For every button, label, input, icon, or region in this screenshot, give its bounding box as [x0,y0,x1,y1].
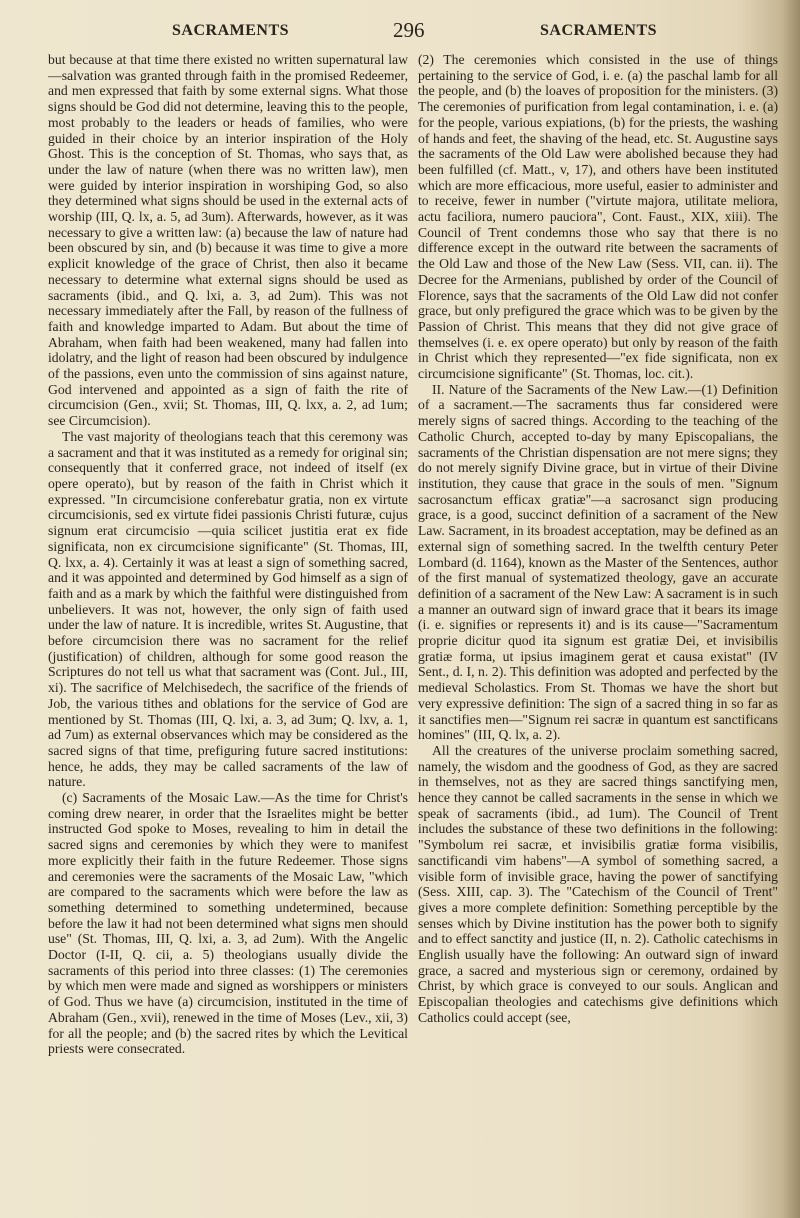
page-number: 296 [393,18,425,42]
paragraph: (c) Sacraments of the Mosaic Law.—As the time for Christ's coming drew nearer, in order that the Israelites might be better instructed God spoke to Moses, revealing to him in detail the sacred signs and ceremonies by which they were to manifest more explicitly their faith in the future Redeemer. Those signs and ceremonies were the sacraments of the Mosaic Law, "which are compared to the sacraments which were before the law as something determined to something undetermined, because before the law it had not been determined what signs men should use" (St. Thomas, III, Q. lxi, a. 3, ad 2um). With the Angelic Doctor (I-II, Q. cii, a. 5) theologians usually divide the sacraments of this period into three classes: (1) The ceremonies by which men were made and signed as worshippers or ministers of God. Thus we have (a) circumcision, instituted in the time of Abraham (Gen., xvii), renewed in the time of Moses (Lev., xii, 3) for all the people; and (b) the sacred rites by which the Levitical priests were consecrated. [48,790,408,1057]
running-header [48,18,768,46]
left-column [48,52,408,1202]
header-title-left: SACRAMENTS [172,22,290,39]
page-binding-edge [782,0,800,1218]
paragraph: but because at that time there existed no written supernatural law—salvation was granted through faith in the promised Redeemer, and men expressed that faith by some external signs. What those signs should be God did not determine, leaving this to the people, most probably to the leaders or heads of families, who were guided in their choice by an interior inspiration of the Holy Ghost. This is the conception of St. Thomas, who says that, as under the law of nature (when there was no written law), men were guided by interior inspiration in worshiping God, so also they determined what signs should be used in the external acts of worship (III, Q. lx, a. 5, ad 3um). Afterwards, however, as it was necessary to give a written law: (a) because the law of nature had been obscured by sin, and (b) because it was time to give a more explicit knowledge of the grace of Christ, then also it became necessary to determine what external signs should be used as sacraments (ibid., and Q. lxi, a. 3, ad 2um). This was not necessary immediately after the Fall, by reason of the fullness of faith and knowledge imparted to Adam. But about the time of Abraham, when faith had been weakened, many had fallen into idolatry, and the light of reason had been obscured by indulgence of the passions, even unto the commission of sins against nature, God intervened and appointed as a sign of faith the rite of circumcision (Gen., xvii; St. Thomas, III, Q. lxx, a. 2, ad 1um; see Circumcision). [48,52,408,429]
header-title-right: SACRAMENTS [540,22,658,39]
paragraph: All the creatures of the universe proclaim something sacred, namely, the wisdom and the goodness of God, as they are sacred in themselves, not as they are sacred things sanctifying men, hence they cannot be called sacraments in the sense in which we speak of sacraments (ibid., ad 1um). The Council of Trent includes the substance of these two definitions in the following: "Symbolum rei sacræ, et invisibilis gratiæ forma visibilis, sanctificandi vim habens"—A symbol of something sacred, a visible form of invisible grace, having the power of sanctifying (Sess. XIII, cap. 3). The "Catechism of the Council of Trent" gives a more complete definition: Something perceptible by the senses which by Divine institution has the power both to signify and to effect sanctity and justice (II, n. 2). Catholic catechisms in English usually have the following: An outward sign of inward grace, a sacred and mysterious sign or ceremony, ordained by Christ, by which grace is conveyed to our souls. Anglican and Episcopalian theologies and catechisms give definitions which Catholics could accept (see, [418,742,778,1025]
right-column [418,52,778,1202]
paragraph: The vast majority of theologians teach that this ceremony was a sacrament and that it was instituted as a remedy for original sin; consequently that it conferred grace, not indeed of itself (ex opere operato), but by reason of the faith in Christ which it expressed. "In circumcisione conferebatur gratia, non ex virtute circumcisionis, sed ex virtute fidei passionis Christi futuræ, cujus signum erat circumcisio —quia scilicet justitia erat ex fide significata, non ex circumcisione significante" (St. Thomas, III, Q. lxx, a. 4). Certainly it was at least a sign of something sacred, and it was appointed and determined by God himself as a sign of faith and as a mark by which the faithful were distinguished from unbelievers. It was not, however, the only sign of faith used under the law of nature. It is incredible, writes St. Augustine, that before circumcision there was no sacrament for the relief (justification) of children, although for some good reason the Scriptures do not tell us what that sacrament was (Cont. Jul., III, xi). The sacrifice of Melchisedech, the sacrifice of the friends of Job, the various tithes and oblations for the service of God are mentioned by St. Thomas (III, Q. lxi, a. 3, ad 3um; Q. lxv, a. 1, ad 7um) as external observances which may be considered as the sacred signs of that time, prefiguring future sacred institutions: hence, he adds, they may be called sacraments of the law of nature. [48,428,408,790]
paragraph: II. Nature of the Sacraments of the New Law.—(1) Definition of a sacrament.—The sacraments thus far considered were merely signs of sacred things. According to the teaching of the Catholic Church, accepted to-day by many Episcopalians, the sacraments of the Christian dispensation are not mere signs; they do not merely signify Divine grace, but in virtue of their Divine institution, they cause that grace in the souls of men. "Signum sacrosanctum efficax gratiæ"—a sacrosanct sign producing grace, is a good, succinct definition of a sacrament of the New Law. Sacrament, in its broadest acceptation, may be defined as an external sign of something sacred. In the twelfth century Peter Lombard (d. 1164), known as the Master of the Sentences, author of the first manual of systematized theology, gave an accurate definition of a sacrament of the New Law: A sacrament is in such a manner an outward sign of inward grace that it bears its image (i. e. signifies or represents it) and is its cause—"Sacramentum proprie dicitur quod ita signum est gratiæ Dei, et invisibilis gratiæ forma, ut ipsius imaginem gerat et causa existat" (IV Sent., d. I, n. 2). This definition was adopted and perfected by the medieval Scholastics. From St. Thomas we have the short but very expressive definition: The sign of a sacred thing in so far as it sanctifies men—"Signum rei sacræ in quantum est sanctificans homines" (III, Q. lx, a. 2). [418,381,778,743]
paragraph: (2) The ceremonies which consisted in the use of things pertaining to the service of God, i. e. (a) the paschal lamb for all the people, and (b) the loaves of proposition for the ministers. (3) The ceremonies of purification from legal contamination, i. e. (a) for the people, various expiations, (b) for the priests, the washing of hands and feet, the shaving of the head, etc. St. Augustine says the sacraments of the Old Law were abolished because they had been fulfilled (cf. Matt., v, 17), and others have been instituted which are more efficacious, more useful, easier to administer and to receive, fewer in number ("virtute majora, utilitate meliora, actu faciliora, numero pauciora", Cont. Faust., XIX, xiii). The Council of Trent condemns those who say that there is no difference except in the outward rite between the sacraments of the Old Law and those of the New Law (Sess. VII, can. ii). The Decree for the Armenians, published by order of the Council of Florence, says that the sacraments of the Old Law did not confer grace, but only prefigured the grace which was to be given by the Passion of Christ. This means that they did not give grace of themselves (i. e. ex opere operato) but only by reason of the faith in Christ which they represented—"ex fide significata, non ex circumcisione significante" (St. Thomas, loc. cit.). [418,52,778,382]
